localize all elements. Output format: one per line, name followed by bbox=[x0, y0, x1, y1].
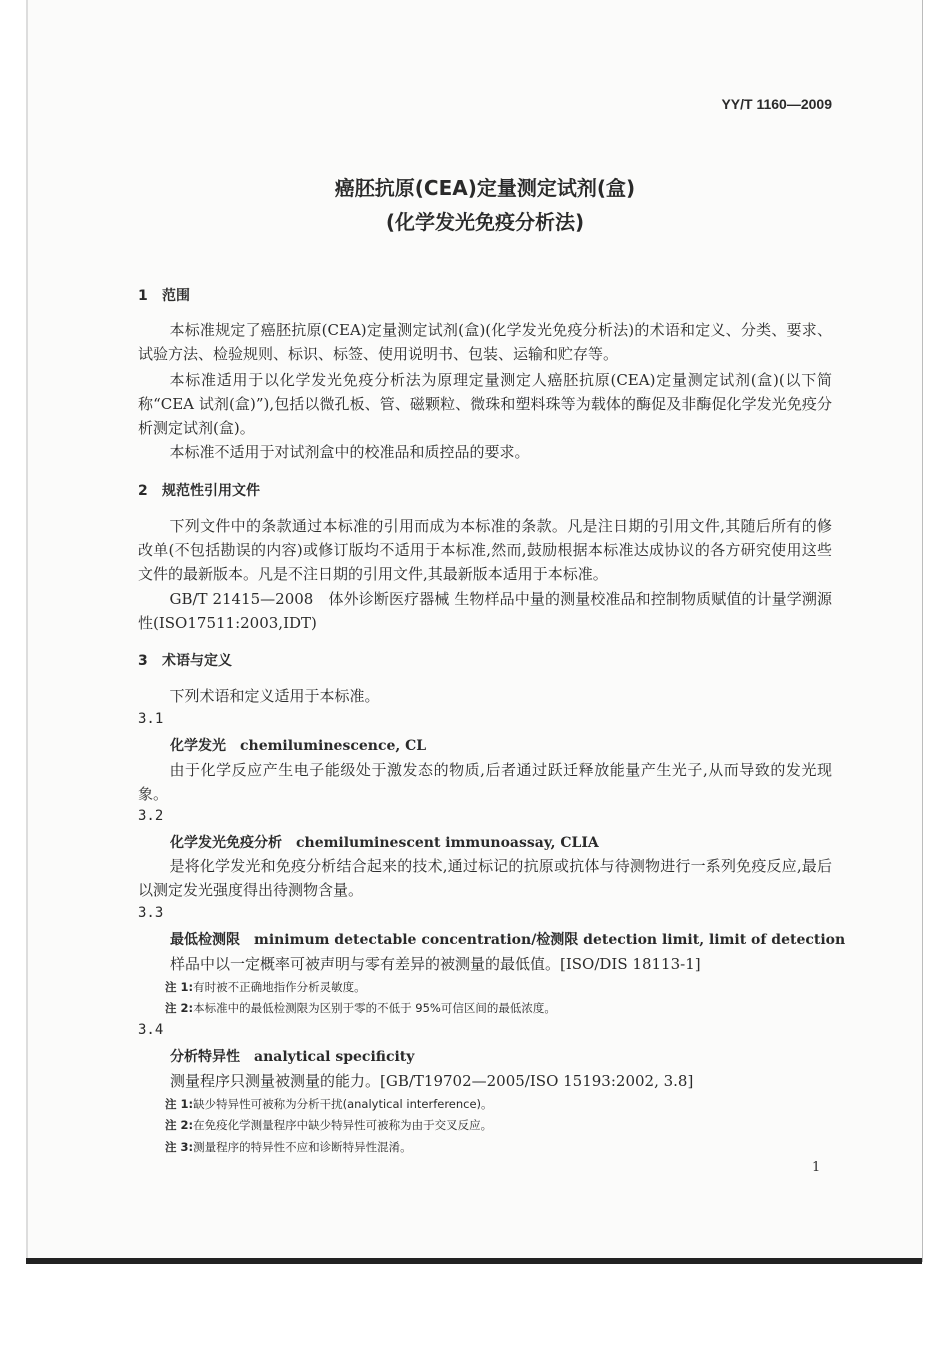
note: 注 1:缺少特异性可被称为分析干扰(analytical interference)。 bbox=[165, 1097, 493, 1111]
term-number: 3.2 bbox=[138, 808, 164, 824]
section-1-heading: 1 范围 bbox=[138, 288, 190, 304]
document-title: 癌胚抗原(CEA)定量测定试剂(盒) bbox=[334, 176, 636, 200]
section-3-heading: 3 术语与定义 bbox=[138, 653, 232, 669]
paragraph: 本标准规定了癌胚抗原(CEA)定量测定试剂(盒)(化学发光免疫分析法)的术语和定义、分类、要求、试验方法、检验规则、标识、标签、使用说明书、包装、运输和贮存等。 bbox=[138, 321, 832, 363]
section-2-heading: 2 规范性引用文件 bbox=[138, 483, 260, 499]
term-heading: 最低检测限 minimum detectable concentration/检测限 detection limit, limit of detection bbox=[170, 932, 846, 948]
note: 注 2:在免疫化学测量程序中缺少特异性可被称为由于交叉反应。 bbox=[165, 1118, 493, 1132]
paragraph: 下列术语和定义适用于本标准。 bbox=[169, 687, 380, 705]
term-definition: 是将化学发光和免疫分析结合起来的技术,通过标记的抗原或抗体与待测物进行一系列免疫反应,最后以测定发光强度得出待测物含量。 bbox=[138, 857, 832, 899]
term-definition: 测量程序只测量被测量的能力。[GB/T19702—2005/ISO 15193:2002, 3.8] bbox=[170, 1072, 694, 1090]
paragraph: 本标准不适用于对试剂盒中的校准品和质控品的要求。 bbox=[169, 443, 530, 461]
term-definition: 由于化学反应产生电子能级处于激发态的物质,后者通过跃迁释放能量产生光子,从而导致的发光现象。 bbox=[138, 761, 832, 803]
standard-number: YY/T 1160—2009 bbox=[721, 96, 832, 112]
term-number: 3.3 bbox=[138, 905, 164, 921]
term-heading: 分析特异性 analytical specificity bbox=[170, 1049, 415, 1065]
scan-edge bbox=[26, 0, 28, 1262]
term-heading: 化学发光 chemiluminescence, CL bbox=[170, 738, 427, 754]
note: 注 3:测量程序的特异性不应和诊断特异性混淆。 bbox=[165, 1140, 412, 1154]
paragraph: 本标准适用于以化学发光免疫分析法为原理定量测定人癌胚抗原(CEA)定量测定试剂(盒)(以下简称“CEA 试剂(盒)”),包括以微孔板、管、磁颗粒、微珠和塑料珠等为载体的酶促及非酶促化学发光免疫分析测定试剂(盒)。 bbox=[138, 371, 832, 437]
term-heading: 化学发光免疫分析 chemiluminescent immunoassay, CLIA bbox=[170, 835, 599, 851]
page-number: 1 bbox=[812, 1160, 821, 1175]
term-number: 3.4 bbox=[138, 1022, 164, 1038]
paragraph: 下列文件中的条款通过本标准的引用而成为本标准的条款。凡是注日期的引用文件,其随后所有的修改单(不包括勘误的内容)或修订版均不适用于本标准,然而,鼓励根据本标准达成协议的各方研究使用这些文件的最新版本。凡是不注日期的引用文件,其最新版本适用于本标准。 bbox=[138, 517, 832, 583]
term-number: 3.1 bbox=[138, 711, 164, 727]
note: 注 2:本标准中的最低检测限为区别于零的不低于 95%可信区间的最低浓度。 bbox=[165, 1001, 556, 1015]
term-definition: 样品中以一定概率可被声明与零有差异的被测量的最低值。[ISO/DIS 18113-1] bbox=[170, 955, 701, 973]
document-subtitle: (化学发光免疫分析法) bbox=[385, 210, 585, 234]
scan-bottom-edge bbox=[26, 1258, 922, 1264]
reference-entry: GB/T 21415—2008 体外诊断医疗器械 生物样品中量的测量校准品和控制物质赋值的计量学溯源性(ISO17511:2003,IDT) bbox=[138, 590, 832, 632]
note: 注 1:有时被不正确地指作分析灵敏度。 bbox=[165, 980, 366, 994]
